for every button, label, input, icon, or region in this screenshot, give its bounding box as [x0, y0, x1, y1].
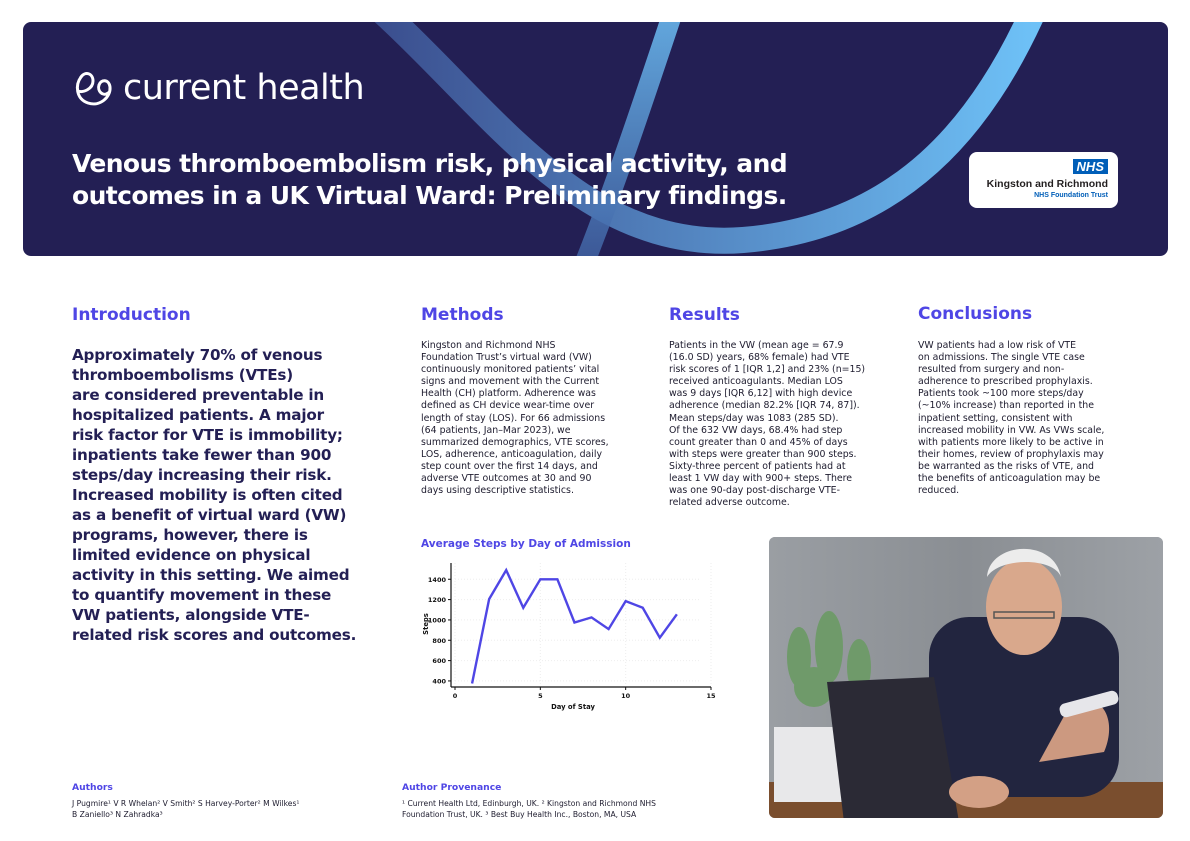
- provenance-heading: Author Provenance: [402, 782, 502, 793]
- y-axis-label: Steps: [422, 613, 430, 635]
- introduction-line: are considered preventable in: [72, 386, 325, 404]
- methods-line: Foundation Trust’s virtual ward (VW): [421, 352, 592, 364]
- methods-line: Health (CH) platform. Adherence was: [421, 388, 596, 400]
- results-body: [669, 340, 909, 509]
- conclusions-body: [918, 340, 1163, 497]
- introduction-line: VW patients, alongside VTE-: [72, 606, 310, 624]
- results-line: Mean steps/day was 1083 (285 SD).: [669, 412, 839, 424]
- introduction-line: limited evidence on physical: [72, 546, 311, 564]
- partner-name: Kingston and Richmond: [986, 178, 1108, 190]
- introduction-line: hospitalized patients. A major: [72, 406, 324, 424]
- x-tick-label: 0: [452, 692, 458, 700]
- methods-line: adverse VTE outcomes at 30 and 90: [421, 473, 592, 485]
- results-line: Sixty-three percent of patients had at: [669, 460, 846, 472]
- conclusions-line: on admissions. The single VTE case: [918, 352, 1085, 364]
- introduction-line: inpatients take fewer than 900: [72, 446, 332, 464]
- methods-line: days using descriptive statistics.: [421, 485, 574, 497]
- patient-photo: [769, 537, 1163, 818]
- provenance-text: [402, 798, 656, 820]
- results-line: was 9 days [IQR 6,12] with high device: [669, 388, 853, 400]
- steps-line-chart: [415, 555, 725, 715]
- series-line: [472, 570, 677, 683]
- conclusions-line: (~10% increase) than reported in the: [918, 400, 1095, 412]
- introduction-line: to quantify movement in these: [72, 586, 332, 604]
- y-tick-label: 1200: [427, 596, 446, 605]
- conclusions-line: resulted from surgery and non-: [918, 364, 1065, 376]
- results-line: received anticoagulants. Median LOS: [669, 376, 843, 388]
- conclusions-line: Patients took ~100 more steps/day: [918, 388, 1084, 400]
- results-heading: Results: [669, 305, 740, 325]
- y-tick-label: 1400: [427, 575, 446, 584]
- introduction-line: thromboembolisms (VTEs): [72, 366, 293, 384]
- introduction-line: programs, however, there is: [72, 526, 308, 544]
- methods-line: Kingston and Richmond NHS: [421, 340, 556, 351]
- results-line: with steps were greater than 900 steps.: [669, 448, 857, 460]
- introduction-body: [72, 345, 362, 645]
- authors-heading: Authors: [72, 782, 113, 793]
- methods-line: summarized demographics, VTE scores,: [421, 436, 609, 448]
- methods-line: length of stay (LOS). For 66 admissions: [421, 412, 606, 424]
- conclusions-line: the benefits of anticoagulation may be: [918, 473, 1101, 485]
- introduction-line: activity in this setting. We aimed: [72, 566, 350, 584]
- authors-list: [72, 798, 299, 820]
- results-line: count greater than 0 and 45% of days: [669, 436, 848, 448]
- conclusions-line: their homes, review of prophylaxis may: [918, 448, 1104, 460]
- nhs-badge: NHS: [1073, 159, 1108, 174]
- x-tick-label: 15: [706, 692, 716, 700]
- x-tick-label: 5: [538, 692, 543, 700]
- conclusions-heading: Conclusions: [918, 304, 1033, 324]
- poster-title: [72, 148, 872, 212]
- brand-logo: [73, 67, 364, 109]
- x-axis-label: Day of Stay: [551, 703, 595, 711]
- x-tick-label: 10: [621, 692, 631, 700]
- conclusions-line: reduced.: [918, 485, 960, 497]
- results-line: least 1 VW day with 900+ steps. There: [669, 473, 853, 485]
- methods-line: continuously monitored patients’ vital: [421, 364, 600, 376]
- conclusions-line: be warranted as the risks of VTE, and: [918, 460, 1095, 472]
- conclusions-line: inpatient setting, consistent with: [918, 412, 1073, 424]
- methods-line: LOS, adherence, anticoagulation, daily: [421, 448, 603, 460]
- title-line-1: Venous thromboembolism risk, physical activity, and: [72, 149, 788, 178]
- introduction-line: Increased mobility is often cited: [72, 486, 343, 504]
- results-line: related adverse outcome.: [669, 497, 790, 509]
- chart-title: Average Steps by Day of Admission: [421, 538, 631, 550]
- y-tick-label: 1000: [427, 616, 446, 625]
- patient-photo-illustration: [769, 537, 1163, 818]
- conclusions-line: increased mobility in VW. As VWs scale,: [918, 424, 1105, 436]
- partner-subtitle: NHS Foundation Trust: [1034, 192, 1108, 199]
- results-line: adherence (median 82.2% [IQR 74, 87]).: [669, 400, 860, 412]
- methods-line: signs and movement with the Current: [421, 376, 599, 388]
- introduction-heading: Introduction: [72, 305, 191, 325]
- brand-name: current health: [123, 68, 365, 108]
- conclusions-line: with patients more likely to be active in: [918, 436, 1104, 448]
- introduction-line: Approximately 70% of venous: [72, 346, 323, 364]
- results-line: Patients in the VW (mean age = 67.9: [669, 340, 844, 351]
- title-line-2: outcomes in a UK Virtual Ward: Preliminary findings.: [72, 181, 787, 210]
- methods-body: [421, 340, 661, 497]
- methods-heading: Methods: [421, 305, 504, 325]
- decorative-swoosh: [23, 22, 1168, 256]
- conclusions-line: adherence to prescribed prophylaxis.: [918, 376, 1093, 388]
- y-tick-label: 800: [432, 636, 446, 645]
- results-line: risk scores of 1 [IQR 1,2] and 23% (n=15): [669, 364, 866, 376]
- introduction-line: steps/day increasing their risk.: [72, 466, 332, 484]
- results-line: (16.0 SD) years, 68% female) had VTE: [669, 352, 850, 364]
- provenance-line-1: ¹ Current Health Ltd, Edinburgh, UK. ² Kingston and Richmond NHS: [402, 799, 656, 808]
- introduction-line: related risk scores and outcomes.: [72, 626, 357, 644]
- results-line: was one 90-day post-discharge VTE-: [669, 485, 840, 497]
- introduction-line: risk factor for VTE is immobility;: [72, 426, 343, 444]
- methods-line: (64 patients, Jan–Mar 2023), we: [421, 424, 571, 436]
- conclusions-line: VW patients had a low risk of VTE: [918, 340, 1077, 351]
- methods-line: step count over the first 14 days, and: [421, 460, 598, 472]
- provenance-line-2: Foundation Trust, UK. ³ Best Buy Health Inc., Boston, MA, USA: [402, 810, 637, 819]
- partner-logo: [969, 152, 1118, 208]
- y-tick-label: 400: [432, 677, 446, 686]
- current-health-logo-icon: [73, 67, 115, 109]
- authors-line-1: J Pugmire¹ V R Whelan² V Smith² S Harvey-Porter² M Wilkes¹: [72, 799, 300, 808]
- methods-line: defined as CH device wear-time over: [421, 400, 595, 412]
- y-tick-label: 600: [432, 657, 446, 666]
- authors-line-2: B Zaniello³ N Zahradka³: [72, 810, 163, 819]
- results-line: Of the 632 VW days, 68.4% had step: [669, 424, 843, 436]
- header-banner: [23, 22, 1168, 256]
- introduction-line: as a benefit of virtual ward (VW): [72, 506, 347, 524]
